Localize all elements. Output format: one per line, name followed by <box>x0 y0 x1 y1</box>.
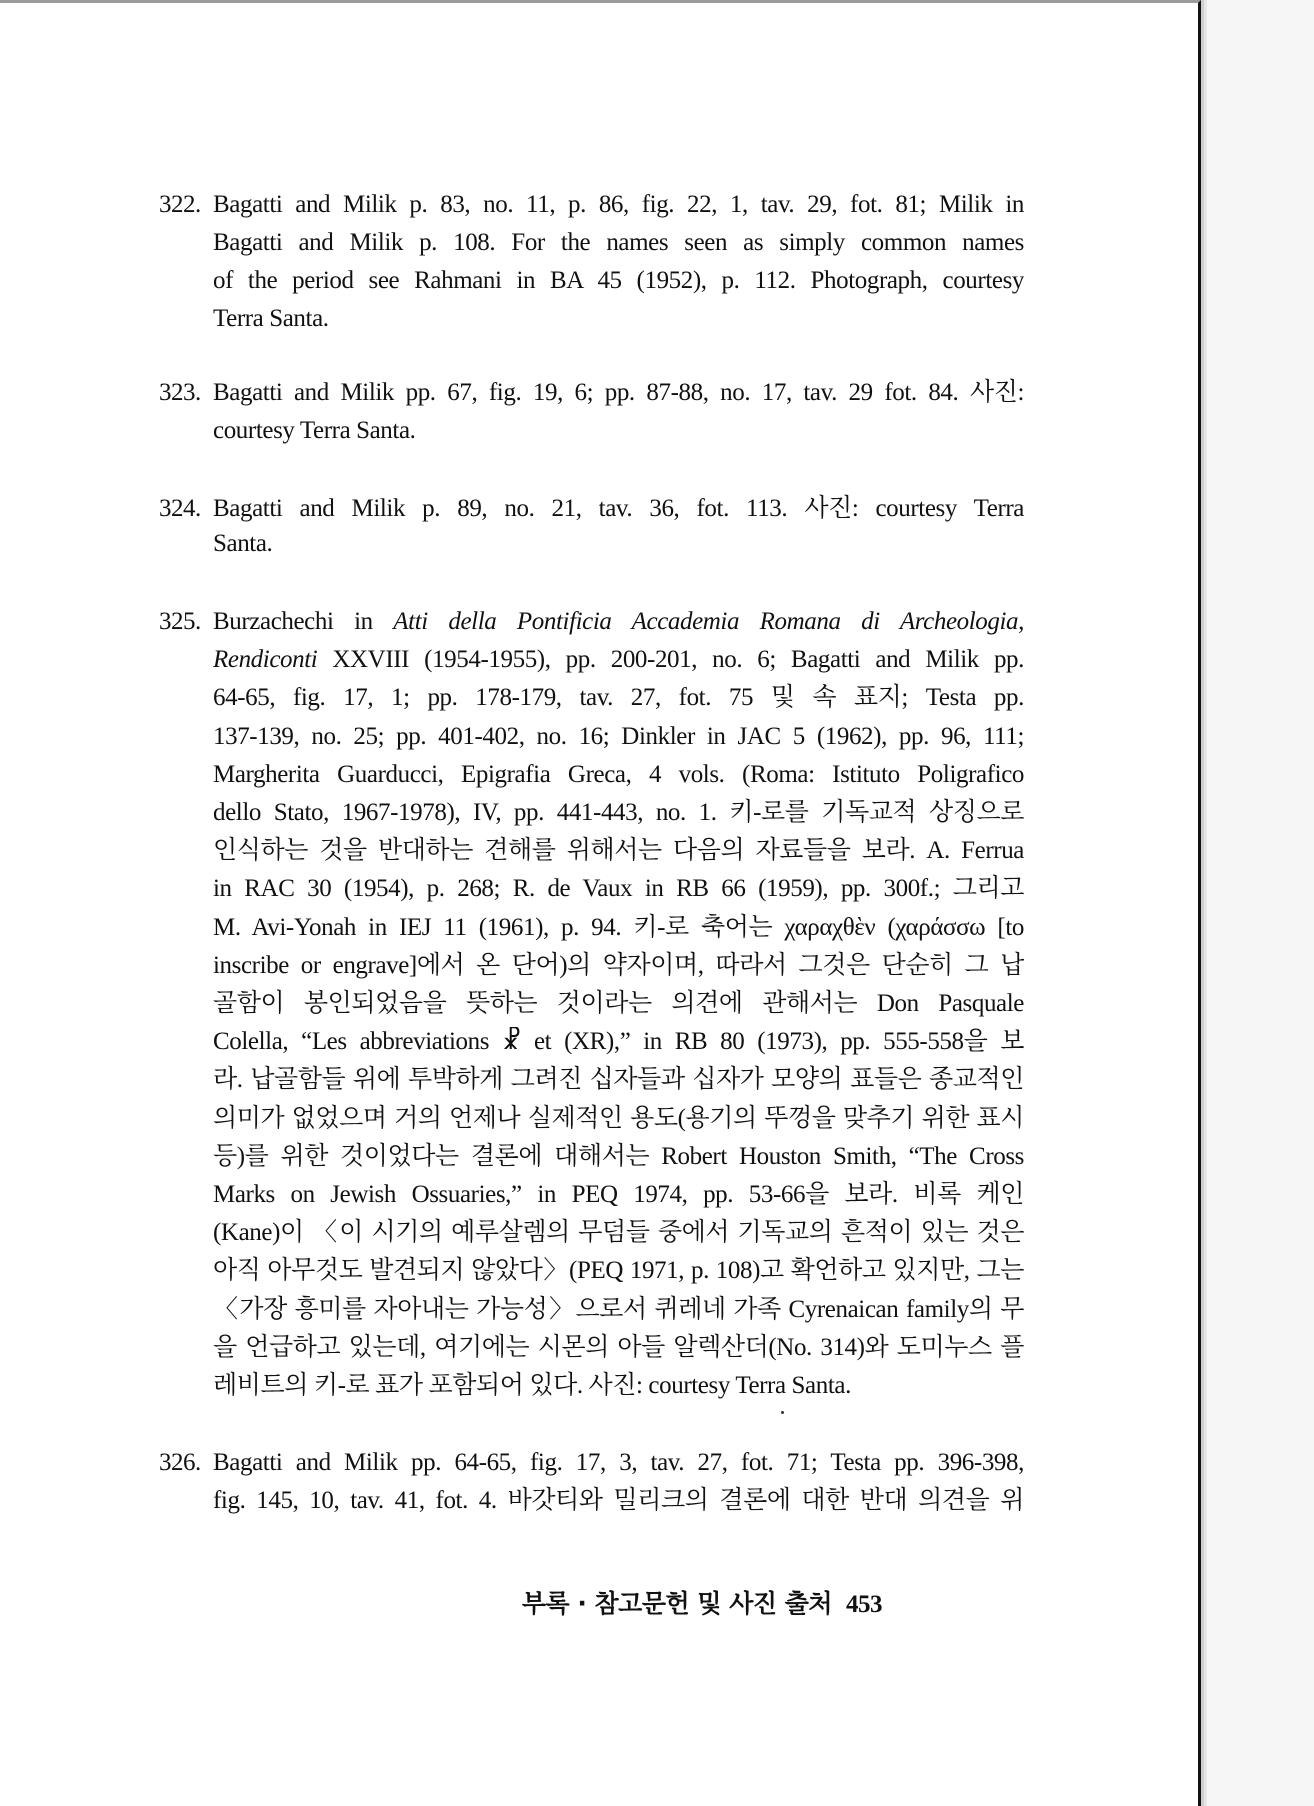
footnote-text: Colella, “Les abbreviations ☧ et (XR),” in RB 80 (1973), pp. 555-558을 보 <box>213 1028 1024 1056</box>
footnote-line <box>213 494 1024 524</box>
running-title: 부록 · 참고문헌 및 사진 출처 <box>521 1589 832 1618</box>
footnote-text: Bagatti and Milik pp. 64-65, fig. 17, 3, tav. 27, fot. 71; Testa pp. 396-398, <box>213 1449 1024 1476</box>
footnote-line <box>213 1371 1024 1401</box>
footnote-text: inscribe or engrave]에서 온 단어)의 약자이며, 따라서 그것은 단순히 그 납 <box>213 951 1024 979</box>
footnote-line <box>213 836 1024 866</box>
footnote-text: Burzachechi in <box>213 608 394 635</box>
footnote-text: Margherita Guarducci, Epigrafia Greca, 4 vols. (Roma: Istituto Poligrafico <box>213 760 1024 788</box>
footnote-line <box>213 416 1024 446</box>
footnote-line <box>213 874 1024 904</box>
footnote-line <box>213 1180 1024 1210</box>
footnote-number: 325. <box>159 608 201 635</box>
italic-title-text: Rendiconti <box>213 646 318 674</box>
footnote-line <box>213 1333 1024 1363</box>
footnote-text: 의미가 없었으며 거의 언제나 실제적인 용도(용기의 뚜껑을 맞추기 위한 표시 <box>213 1104 1024 1132</box>
footnote-number: 326. <box>159 1449 201 1476</box>
footnote-text: 〈가장 흥미를 자아내는 가능성〉으로서 퀴레네 가족 Cyrenaican family의 무 <box>213 1295 1024 1323</box>
footnote-line <box>213 645 1024 675</box>
footnote-text: of the period see Rahmani in BA 45 (1952), p. 112. Photograph, courtesy <box>213 267 1024 294</box>
footnote-line <box>213 1295 1024 1325</box>
footnote-text: in RAC 30 (1954), p. 268; R. de Vaux in RB 66 (1959), pp. 300f.; 그리고 <box>213 875 1024 903</box>
footnote-text: Terra Santa. <box>213 305 329 332</box>
footnote-line <box>213 228 1024 258</box>
footnote-line <box>213 722 1024 752</box>
page-number: 453 <box>846 1591 882 1618</box>
footnote-text: M. Avi-Yonah in IEJ 11 (1961), p. 94. 키-로 축어는 χαραχθὲν (χαράσσω [to <box>213 913 1024 941</box>
footnote-text: Marks on Jewish Ossuaries,” in PEQ 1974, pp. 53-66을 보라. 비록 케인 <box>213 1181 1024 1208</box>
footnote-text: 64-65, fig. 17, 1; pp. 178-179, tav. 27, fot. 75 및 속 표지; Testa pp. <box>213 684 1024 712</box>
footnote-line <box>213 913 1024 943</box>
footnote-line <box>213 266 1024 296</box>
footnote-text: 골함이 봉인되었음을 뜻하는 것이라는 의견에 관해서는 Don Pasquale <box>213 990 1024 1017</box>
footnote-line <box>213 1142 1024 1172</box>
footnote-line <box>213 1027 1024 1057</box>
footnote-text: Bagatti and Milik p. 89, no. 21, tav. 36, fot. 113. 사진: courtesy Terra <box>213 495 1024 522</box>
footnote-line <box>213 607 1024 637</box>
footnote-text: 라. 납골함들 위에 투박하게 그려진 십자들과 십자가 모양의 표들은 종교적인 <box>213 1066 1024 1094</box>
footnote-line <box>213 1256 1024 1286</box>
footnote-number: 324. <box>159 495 201 522</box>
footnote-text: Bagatti and Milik pp. 67, fig. 19, 6; pp. 87-88, no. 17, tav. 29 fot. 84. 사진: <box>213 379 1024 406</box>
footnote-line <box>213 798 1024 828</box>
footnote-line <box>213 1104 1024 1134</box>
footnote-text: fig. 145, 10, tav. 41, fot. 4. 바갓티와 밀리크의 결론에 대한 반대 의견을 위 <box>213 1487 1024 1514</box>
footnote-text: 인식하는 것을 반대하는 견해를 위해서는 다음의 자료들을 보라. A. Ferrua <box>213 837 1024 865</box>
footnote-text: Bagatti and Milik p. 83, no. 11, p. 86, fig. 22, 1, tav. 29, fot. 81; Milik in <box>213 191 1024 218</box>
footnote-text: XXVIII (1954-1955), pp. 200-201, no. 6; Bagatti and Milik pp. <box>317 646 1024 674</box>
footnote-line <box>213 304 1024 334</box>
footnote-text: 레비트의 키-로 표가 포함되어 있다. 사진: courtesy Terra Santa. <box>213 1372 851 1399</box>
footnote-line <box>213 951 1024 981</box>
scan-speck <box>781 1411 784 1414</box>
footnote-line <box>213 1486 1024 1516</box>
footnote-line <box>213 529 1024 559</box>
footnote-line <box>213 378 1024 408</box>
footnote-text: dello Stato, 1967-1978), IV, pp. 441-443, no. 1. 키-로를 기독교적 상징으로 <box>213 799 1024 826</box>
footnote-line <box>213 1065 1024 1095</box>
footnote-text: courtesy Terra Santa. <box>213 417 416 444</box>
footnote-text: 137-139, no. 25; pp. 401-402, no. 16; Dinkler in JAC 5 (1962), pp. 96, 111; <box>213 722 1024 750</box>
footnote-text: 아직 아무것도 발견되지 않았다〉(PEQ 1971, p. 108)고 확언하고 있지만, 그는 <box>213 1257 1024 1285</box>
footnote-text: (Kane)이 〈이 시기의 예루살렘의 무덤들 중에서 기독교의 흔적이 있는 것은 <box>213 1219 1024 1247</box>
footnote-number: 322. <box>159 191 201 218</box>
footnote-line <box>213 989 1024 1019</box>
italic-title-text: Atti della Pontificia Accademia Romana di Archeologia, <box>393 608 1024 635</box>
footnote-line <box>213 1448 1024 1478</box>
footnote-line <box>213 760 1024 790</box>
footnote-line <box>213 1218 1024 1248</box>
footnote-line <box>213 683 1024 713</box>
footnote-number: 323. <box>159 379 201 406</box>
page-footer <box>522 1584 882 1620</box>
footnote-text: Santa. <box>213 530 273 557</box>
footnote-text: Bagatti and Milik p. 108. For the names seen as simply common names <box>213 229 1024 256</box>
footnote-text: 을 언급하고 있는데, 여기에는 시몬의 아들 알렉산더(No. 314)와 도미누스 플 <box>213 1333 1024 1361</box>
footnote-text: 등)를 위한 것이었다는 결론에 대해서는 Robert Houston Smith, “The Cross <box>213 1142 1024 1170</box>
footnote-line <box>213 190 1024 220</box>
